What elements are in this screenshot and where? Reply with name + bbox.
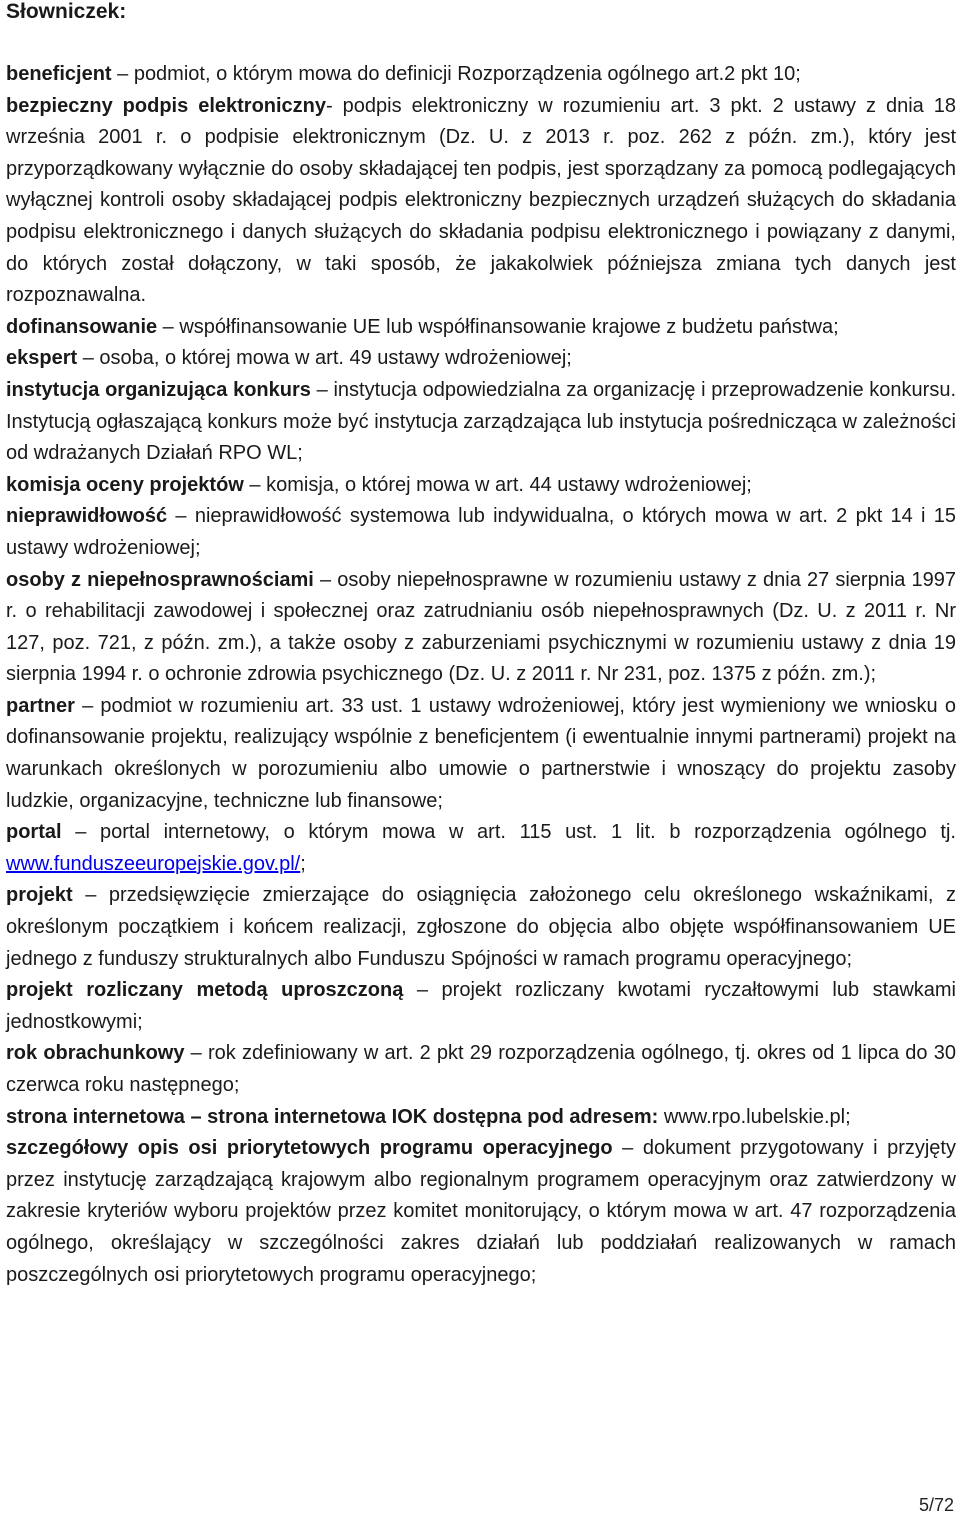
- page-title: Słowniczek:: [6, 0, 127, 23]
- glossary-entry-osoby-niepelnosprawne: [6, 565, 956, 691]
- glossary-term: projekt: [6, 884, 73, 907]
- glossary-definition: – podmiot w rozumieniu art. 33 ust. 1 ustawy wdrożeniowej, który jest wymieniony we wniosku o dofinansowanie projektu, realizujący wspólnie z beneficjentem (i ewentualnie innymi partnerami) projekt na warunkach określonych w porozumieniu albo umowie o partnerstwie i wnoszący do projektu zasoby ludzkie, organizacyjne, techniczne lub finansowe;: [6, 694, 956, 812]
- glossary-definition: – podmiot, o którym mowa do definicji Rozporządzenia ogólnego art.2 pkt 10;: [111, 63, 801, 85]
- glossary-definition-bold: – strona internetowa IOK dostępna pod adresem:: [184, 1105, 659, 1128]
- glossary-term: nieprawidłowość: [6, 505, 168, 528]
- glossary-term: bezpieczny podpis elektroniczny: [6, 94, 327, 117]
- glossary-term: komisja oceny projektów: [6, 473, 244, 496]
- glossary-entry-partner: [6, 691, 956, 817]
- glossary-term: strona internetowa: [6, 1105, 185, 1128]
- glossary-term: ekspert: [6, 347, 78, 370]
- glossary-definition: – współfinansowanie UE lub współfinansowanie krajowe z budżetu państwa;: [157, 315, 839, 338]
- glossary-definition: – instytucja odpowiedzialna za organizację i przeprowadzenie konkursu. Instytucją ogłaszającą konkurs może być instytucja zarządzająca lub instytucja pośrednicząca w zależności od wdrażanych Działań RPO WL;: [6, 378, 957, 465]
- glossary-term: portal: [6, 821, 62, 844]
- glossary-definition: – nieprawidłowość systemowa lub indywidualna, o których mowa w art. 2 pkt 14 i 15 ustawy wdrożeniowej;: [6, 505, 956, 559]
- glossary-entry-ekspert: [6, 343, 956, 375]
- glossary-definition: – projekt rozliczany kwotami ryczałtowymi lub stawkami jednostkowymi;: [6, 979, 956, 1033]
- glossary-entry-projekt: [6, 880, 956, 975]
- glossary-entry-szczegolowy-opis: [6, 1133, 956, 1291]
- glossary-definition-end: ;: [300, 852, 306, 875]
- glossary-definition: www.rpo.lubelskie.pl;: [658, 1105, 851, 1128]
- glossary-term: instytucja organizująca konkurs: [6, 378, 311, 401]
- glossary-definition: – portal internetowy, o którym mowa w art. 115 ust. 1 lit. b rozporządzenia ogólnego tj.: [61, 821, 956, 844]
- glossary-definition: – osoba, o której mowa w art. 49 ustawy wdrożeniowej;: [77, 347, 572, 370]
- glossary-definition: – osoby niepełnosprawne w rozumieniu ustawy z dnia 27 sierpnia 1997 r. o rehabilitacji zawodowej i społecznej oraz zatrudnianiu osób niepełnosprawnych (Dz. U. z 2011 r. Nr 127, poz. 721, z późn. zm.), a także osoby z zaburzeniami psychicznymi w rozumieniu ustawy z dnia 19 sierpnia 1994 r. o ochronie zdrowia psychicznego (Dz. U. z 2011 r. Nr 231, poz. 1375 z późn. zm.);: [6, 568, 956, 686]
- portal-link[interactable]: www.funduszeeuropejskie.gov.pl/: [6, 852, 301, 875]
- glossary-entry-projekt-uproszczony: [6, 975, 956, 1038]
- glossary-entry-nieprawidlowosc: [6, 501, 956, 564]
- glossary-term: projekt rozliczany metodą uproszczoną: [6, 979, 404, 1002]
- glossary-list: [6, 59, 956, 1291]
- glossary-entry-komisja-oceny: [6, 470, 956, 502]
- glossary-term: osoby z niepełnosprawnościami: [6, 568, 314, 591]
- glossary-definition: - podpis elektroniczny w rozumieniu art. 3 pkt. 2 ustawy z dnia 18 września 2001 r. o podpisie elektronicznym (Dz. U. z 2013 r. poz. 262 z późn. zm.), który jest przyporządkowany wyłącznie do osoby składającej ten podpis, jest sporządzany za pomocą podlegających wyłącznej kontroli osoby składającej podpis elektroniczny bezpiecznych urządzeń służących do składania podpisu elektronicznego i danych służących do składania podpisu elektronicznego i powiązany z danymi, do których został dołączony, w taki sposób, że jakakolwiek późniejsza zmiana tych danych jest rozpoznawalna.: [6, 94, 956, 307]
- glossary-entry-bezpieczny-podpis: [6, 91, 956, 312]
- glossary-definition: – przedsięwzięcie zmierzające do osiągnięcia założonego celu określonego wskaźnikami, z określonym początkiem i końcem realizacji, zgłoszone do objęcia albo objęte współfinansowaniem UE jednego z funduszy strukturalnych albo Funduszu Spójności w ramach programu operacyjnego;: [6, 884, 956, 970]
- glossary-definition: – dokument przygotowany i przyjęty przez instytucję zarządzającą krajowym albo regionalnym programem operacyjnym oraz zatwierdzony w zakresie kryteriów wyboru projektów przez komitet monitorujący, o którym mowa w art. 47 rozporządzenia ogólnego, określający w szczególności zakres działań lub poddziałań realizowanych w ramach poszczególnych osi priorytetowych programu operacyjnego;: [6, 1137, 956, 1286]
- glossary-entry-portal: [6, 817, 956, 880]
- glossary-entry-rok-obrachunkowy: [6, 1038, 956, 1101]
- glossary-term: partner: [6, 694, 75, 717]
- page-number: 5/72: [918, 1495, 954, 1515]
- glossary-entry-instytucja-organizujaca: [6, 375, 956, 470]
- glossary-term: rok obrachunkowy: [6, 1042, 185, 1065]
- glossary-term: dofinansowanie: [6, 315, 158, 338]
- glossary-definition: – komisja, o której mowa w art. 44 ustawy wdrożeniowej;: [243, 473, 752, 496]
- document-page: [6, 0, 956, 1291]
- glossary-definition: – rok zdefiniowany w art. 2 pkt 29 rozporządzenia ogólnego, tj. okres od 1 lipca do 30 czerwca roku następnego;: [6, 1042, 957, 1096]
- glossary-entry-strona-internetowa: [6, 1102, 956, 1134]
- glossary-term: szczegółowy opis osi priorytetowych programu operacyjnego: [6, 1137, 613, 1160]
- glossary-term: beneficjent: [6, 63, 112, 85]
- glossary-entry-beneficjent: [6, 59, 956, 91]
- glossary-entry-dofinansowanie: [6, 312, 956, 344]
